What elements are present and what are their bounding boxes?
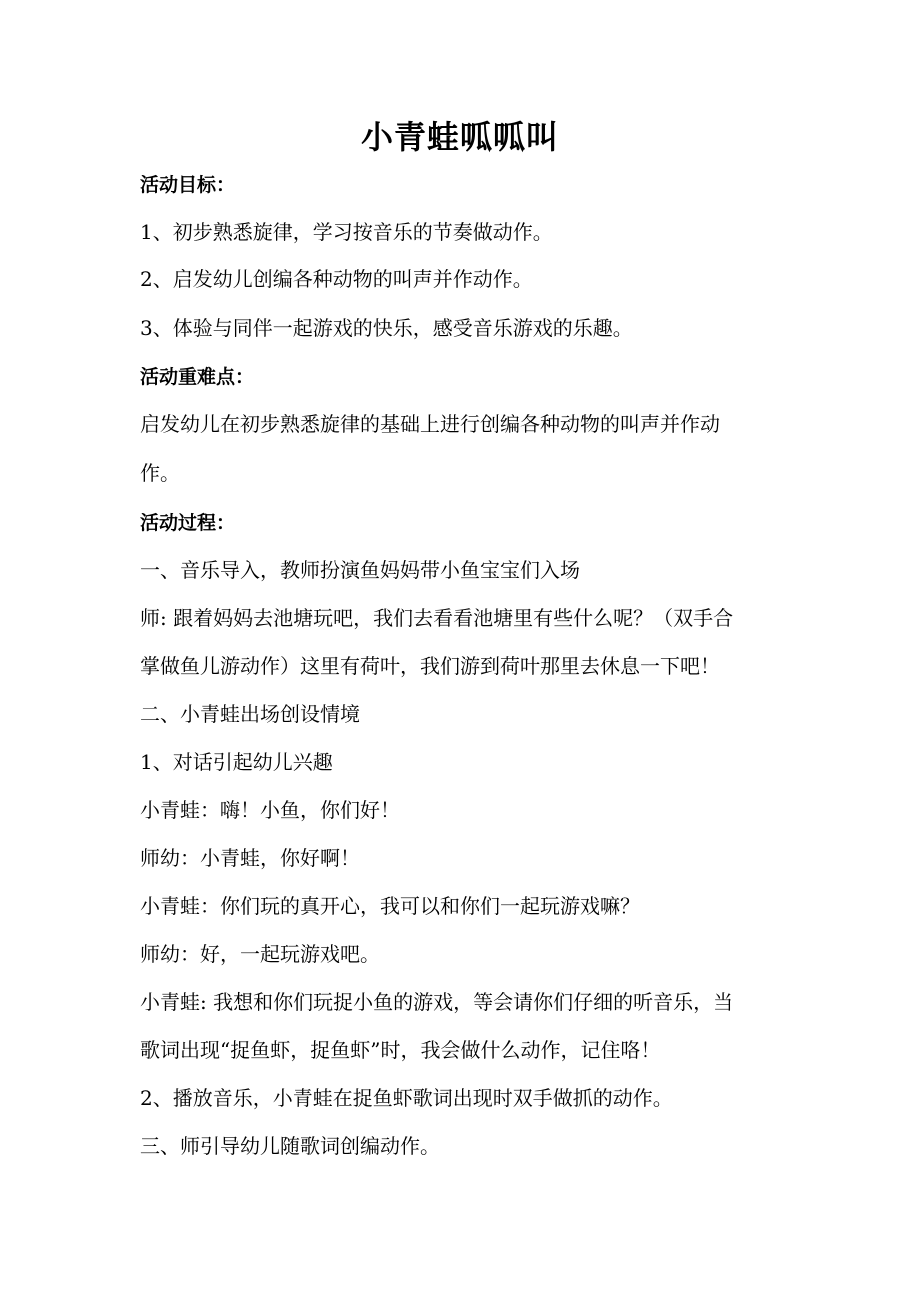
goal-item-2: 2、启发幼儿创编各种动物的叫声并作动作。 — [140, 267, 533, 291]
teacher-dialogue-line-2: 掌做鱼儿游动作）这里有荷叶，我们游到荷叶那里去休息一下吧！ — [140, 654, 720, 678]
process-step-2-heading: 二、小青蛙出场创设情境 — [140, 702, 360, 726]
process-substep-1: 1、对话引起幼儿兴趣 — [140, 750, 333, 774]
document-title: 小青蛙呱呱叫 — [360, 118, 559, 156]
goal-item-3: 3、体验与同伴一起游戏的快乐，感受音乐游戏的乐趣。 — [140, 316, 633, 340]
process-step-3-heading: 三、师引导幼儿随歌词创编动作。 — [140, 1134, 440, 1158]
teacher-children-dialogue-2: 师幼：好，一起玩游戏吧。 — [140, 942, 380, 966]
process-substep-2: 2、播放音乐，小青蛙在捉鱼虾歌词出现时双手做抓的动作。 — [140, 1086, 673, 1110]
key-points-text-line-2: 作。 — [140, 461, 180, 485]
process-step-1-heading: 一、音乐导入，教师扮演鱼妈妈带小鱼宝宝们入场 — [140, 558, 580, 582]
frog-dialogue-1: 小青蛙：嗨！小鱼，你们好！ — [140, 798, 400, 822]
frog-dialogue-3-line-2: 歌词出现“捉鱼虾，捉鱼虾”时，我会做什么动作，记住咯！ — [140, 1038, 661, 1062]
frog-dialogue-3-line-1: 小青蛙: 我想和你们玩捉小鱼的游戏，等会请你们仔细的听音乐，当 — [140, 990, 734, 1014]
teacher-children-dialogue-1: 师幼：小青蛙，你好啊！ — [140, 846, 360, 870]
goal-item-1: 1、初步熟悉旋律，学习按音乐的节奏做动作。 — [140, 220, 553, 244]
key-points-text-line-1: 启发幼儿在初步熟悉旋律的基础上进行创编各种动物的叫声并作动 — [140, 412, 720, 436]
teacher-dialogue-line-1: 师: 跟着妈妈去池塘玩吧，我们去看看池塘里有些什么呢？（双手合 — [140, 606, 734, 630]
section-heading-goals: 活动目标： — [140, 174, 236, 196]
frog-dialogue-2: 小青蛙：你们玩的真开心，我可以和你们一起玩游戏嘛？ — [140, 894, 640, 918]
section-heading-key-points: 活动重难点： — [140, 366, 255, 388]
section-heading-process: 活动过程： — [140, 512, 236, 534]
